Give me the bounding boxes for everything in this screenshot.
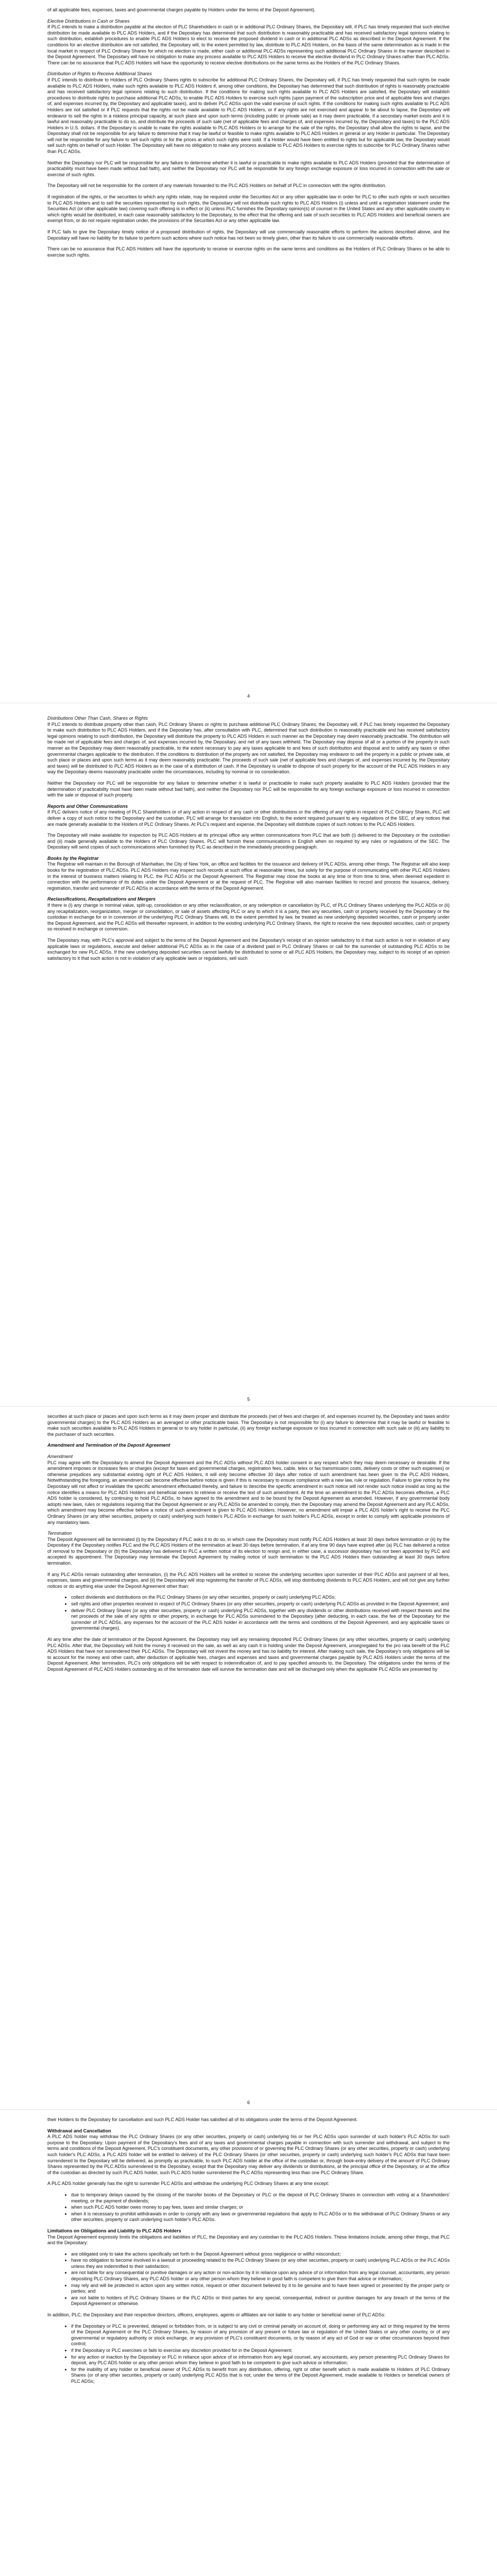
document-page (0, 1406, 497, 2110)
bullet-item: • may rely and will be protected in action upon any written notice, request or other document believed by it to be genuine and to have been signed or presented by the proper party or parties; and (71, 2283, 450, 2295)
bullet-item: • are not liable for any consequential or punitive damages or any action or non-action by it in reliance upon any advice of or information from any legal counsel, accountants, any person depositing PLC Ordinary Shares, any PLC ADS holder or any other person whom they believe in good faith is competent to give them that advice or information; (71, 2270, 450, 2282)
bullet-item: • when such PLC ADS holder owes money to pay fees, taxes and similar charges; or (71, 2205, 450, 2211)
paragraph: If there is (i) any change in nominal value, split-up, consolidation or any other reclassification, or any redemption or cancellation by PLC, of PLC Ordinary Shares underlying the PLC ADSs or (ii) any recapitalization, reorganization, merger or consolidation, or sale of assets affecting PLC or any to which it is a party, then any securities, cash or property received by the Depositary or the custodian in exchange for or in conversion of the underlying PLC Ordinary Shares will, to the extent permitted by law, be treated as new underlying deposited securities, cash or property under the Deposit Agreement, and the PLC ADSs will thereafter represent, in addition to the existing underlying PLC Ordinary Shares, the right to receive the new deposited securities, cash or property so received in exchange or conversion. (47, 903, 450, 932)
section-heading: Reports and Other Communications (47, 803, 128, 809)
paragraph: PLC may agree with the Depositary to amend the Deposit Agreement and the PLC ADSs without PLC ADS holder consent in any respect which they may deem necessary or desirable. If the amendment imposes or increases fees or charges (except for taxes and governmental charges, registration fees, cable, telex or fax transmission costs, delivery costs or other such expenses) or otherwise prejudices any substantial existing right of PLC ADS Holders, it will only become effective 30 days after notice of such amendment has been given to the PLC ADS Holders. Notwithstanding the foregoing, an amendment can become effective before notice is given if this is necessary to ensure compliance with a new law, rule or regulation. Failure to give notice by the Depositary will not affect or invalidate the specific amendment effectuated thereby, and failure to describe the specific amendment in such notice will not render such notice invalid as long as the notice identifies a means for PLC ADS Holders and beneficial owners to retrieve or receive the text of such amendment. At the time an amendment to the PLC ADSs becomes effective, a PLC ADS holder is considered, by continuing to hold PLC ADSs, to have agreed to the amendment and to be bound by the Deposit Agreement as amended. However, if any governmental body adopts new laws, rules or regulations requiring that the Deposit Agreement or any PLC ADSs be amended to comply, then the Depositary may amend the Deposit Agreement and any PLC ADSs, which amendment may become effective before a notice of such amendment is given to PLC ADS Holders. However, no amendment will impair a PLC ADS holder's right to receive the PLC Ordinary Shares (or any other securities, property or cash) underlying such holder's PLC ADSs in exchange for such holder's PLC ADSs, except in order to comply with applicable provisions of any mandatory laws. (47, 1460, 450, 1525)
bullet-list (47, 2324, 450, 2385)
bullet-item: • have no obligation to become involved in a lawsuit or proceeding related to the PLC Ordinary Shares (or any other securities, property or cash) underlying PLC ADSs or the PLC ADSs unless they are indemnified to their satisfaction; (71, 2258, 450, 2269)
paragraph: A PLC ADS holder may withdraw the PLC Ordinary Shares (or any other securities, property or cash) underlying his or her PLC ADSs upon surrender of such holder's PLC ADSs for such purpose to the Depositary. Upon payment of the Depositary's fees and of any taxes and governmental charges payable in connection with such surrender and withdrawal, and subject to the terms and conditions of the Deposit Agreement, PLC's constituent documents, any other provisions of or governing the PLC Ordinary Shares (or any other securities, property or cash) underlying such holder's PLC ADSs, a PLC ADS holder will be entitled to delivery of the PLC Ordinary Shares (or other securities, property or cash) underlying such holder's PLC ADSs that have been surrendered to the Depositary will be delivered, as promptly as practicable, to such PLC ADS holder at the office of the custodian or, through book-entry delivery of the amount of PLC Ordinary Shares represented by the PLC ADSs surrendered to the Depositary, except that the Depositary may deliver any dividends or distributions, at the principal office of the Depositary, or at the office of the custodian as directed by such PLC ADS holder, such PLC ADS holder surrendered the PLC ADSs representing less than one PLC Ordinary Share. (47, 2134, 450, 2175)
section-heading: Reclassifications, Recapitalizations and Mergers (47, 896, 156, 902)
section-heading: Amendment and Termination of the Deposit Agreement (47, 1443, 170, 1448)
paragraph: If any PLC ADSs remain outstanding after termination, (i) the PLC ADS Holders will be entitled to receive the underlying securities upon surrender of their PLC ADSs and payment of all fees, expenses, taxes and governmental charges, and (ii) the Depositary will stop registering the transfer of PLC ADSs, will stop distributing dividends to PLC ADS Holders, and will not give any further notices or do anything else under the Deposit Agreement other than: (47, 1571, 450, 1589)
paragraph: of all applicable fees, expenses, taxes and governmental charges payable by Holders under the terms of the Deposit Agreement). (47, 7, 316, 12)
paragraph: Neither the Depositary nor PLC will be responsible for any failure to determine whether it is lawful or practicable to make rights available to PLC ADS Holders (provided that the determination of practicability must have been made without bad faith), and neither the Depositary nor PLC will be responsible for any foreign exchange exposure or loss incurred in connection with the sale or exercise of such rights. (47, 160, 450, 177)
paragraph: There can be no assurance that PLC ADS Holders will have the opportunity to receive or exercise rights on the same terms and conditions as the Holders of PLC Ordinary Shares or be able to exercise such rights. (47, 246, 450, 258)
bullet-item: • for any action or inaction by the Depositary or PLC in reliance upon advice of or information from any legal counsel, any accountants, any person presenting PLC Ordinary Shares for deposit, any PLC ADS holder or any other person whom they believe in good faith to be competent to give such advice or information; (71, 2354, 450, 2366)
section-heading: Elective Distributions in Cash or Shares (47, 18, 130, 24)
paragraph: If PLC intends to make a distribution payable at the election of PLC Shareholders in cash or in additional PLC Ordinary Shares, the Depositary will, if PLC has timely requested that such elective distribution be made available to PLC ADS Holders, and if the Depositary has determined that such distribution is reasonably practicable and has received satisfactory legal opinions relating to such distribution, establish procedures to enable PLC ADS Holders to elect to receive the proposed dividend in cash or in additional PLC ADSs as described in the Deposit Agreement. If the conditions for an elective distribution are not satisfied, the Depositary will, to the extent permitted by law, distribute to PLC ADS Holders, on the basis of the same determination as is made in the local market in respect of PLC Ordinary Shares for which no election is made, either cash or additional PLC ADSs representing such additional PLC Ordinary Shares in the manner described in the Deposit Agreement. The Depositary will have no obligation to make any process available to PLC ADS Holders to receive the elective dividend in PLC Ordinary Shares rather than PLC ADSs. There can be no assurance that PLC ADS Holders will have the opportunity to receive elective distributions on the same terms as the Holders of the PLC Ordinary Shares. (47, 24, 450, 65)
paragraph: The Registrar will maintain in the Borough of Manhattan, the City of New York, an office and facilities for the issuance and delivery of PLC ADSs, among other things. The Registrar will also keep books for the registration of PLC ADSs. PLC ADS Holders may inspect such records at such office at reasonable times, but solely for the purpose of communicating with other PLC ADS Holders in the interest of business matters relating to PLC, the PLC ADSs or the Deposit Agreement. The Registrar may close the books at any time or from time to time, when deemed expedient in connection with the performance of its duties under the Deposit Agreement or at the request of PLC. The Registrar will also maintain facilities to record and process the issuance, delivery, registration, transfer and surrender of PLC ADSs in accordance with the terms of the Deposit Agreement. (47, 861, 450, 891)
page-number: 6 (247, 2100, 250, 2105)
paragraph: At any time after the date of termination of the Deposit Agreement, the Depositary may sell any remaining deposited PLC Ordinary Shares (or any other securities, property or cash) underlying PLC ADSs. After that, the Depositary will hold the money it received on the sale, as well as any cash it is holding under the Deposit Agreement, unsegregated for the pro rata benefit of the PLC ADS Holders that have not surrendered their PLC ADSs. The Depositary will not invest the money and has no liability for interest. After making such sale, the Depositary's only obligations will be to account for the money and other cash, after deduction of applicable fees, charges and expenses and taxes and governmental charges payable by PLC ADS Holders under the terms of the Deposit Agreement. After termination, PLC's only obligations will be with respect to indemnification of, and to pay specified amounts to, the Depositary. The obligations under the terms of the Deposit Agreement of PLC ADS Holders outstanding as of the termination date will survive the termination date and will be discharged only when the applicable PLC ADSs are presented by (47, 1637, 450, 1672)
paragraph: In addition, PLC, the Depositary and their respective directors, officers, employees, agents or affiliates are not liable to any holder or beneficial owner of PLC ADSs: (47, 2312, 386, 2318)
bullet-item: • are not liable to holders of PLC Ordinary Shares or the PLC ADSs or third parties for any special, consequential, indirect or punitive damages for any breach of the terms of the Deposit Agreement or otherwise. (71, 2295, 450, 2307)
page-number: 4 (247, 693, 250, 699)
paragraph: Neither the Depositary nor PLC will be responsible for any failure to determine whether it is lawful or practicable to make such property available to PLC ADS Holders (provided that the determination of practicability must have been made without bad faith), and neither the Depositary nor PLC will be responsible for any foreign exchange exposure or loss incurred in connection with the sale or disposal of such property. (47, 780, 450, 798)
section-heading: Amendment (47, 1453, 73, 1459)
bullet-item: • when it is necessary to prohibit withdrawals in order to comply with any laws or governmental regulations that apply to PLC ADSs or to the withdrawal of PLC Ordinary Shares or any other securities, property or cash underlying such holder's PLC ADSs. (71, 2211, 450, 2223)
bullet-item: • if the Depositary or PLC exercises or fails to exercise any discretion provided for in the Deposit Agreement; (71, 2348, 450, 2354)
document-page (0, 0, 497, 703)
bullet-list (47, 1595, 450, 1632)
bullet-item: • if the Depositary or PLC is prevented, delayed or forbidden from, or is subject to any civil or criminal penalty on account of, doing or performing any act or thing required by the terms of the Deposit Agreement or the PLC Ordinary Shares, by reason of any provision of any present or future law or regulation of the United States or any other country, or of any governmental or regulatory authority or stock exchange, or any provision of PLC's constituent documents, or by reason of any act of God or war or other circumstances beyond their control; (71, 2324, 450, 2347)
bullet-item: • deliver PLC Ordinary Shares (or any other securities, property or cash) underlying PLC ADSs, together with any dividends or other distributions received with respect thereto and the net proceeds of the sale of any rights or other property, in exchange for PLC ADSs surrendered to the Depositary (after deducting, in each case, the fee of the Depositary for the surrender of PLC ADSs, any expenses for the account of the PLC ADS holder in accordance with the terms and conditions of the Deposit Agreement, and any applicable taxes or governmental charges). (71, 1608, 450, 1632)
section-heading: Books by the Registrar (47, 855, 99, 861)
paragraph: If PLC delivers notice of any meeting of PLC Shareholders or of any action in respect of any cash or other distributions or the offering of any rights in respect of PLC Ordinary Shares, PLC will deliver a copy of such notice to the Depositary and the custodian. PLC will arrange for translation into English, to the extent required pursuant to any regulations of the SEC, of any notices that are made generally available to the Holders of PLC Ordinary Shares. At PLC's request and expense, the Depositary will distribute copies of such notices to the PLC ADS Holders. (47, 809, 450, 827)
paragraph: The Deposit Agreement will be terminated (i) by the Depositary if PLC asks it to do so, in which case the Depositary must notify PLC ADS Holders at least 30 days before termination or (ii) by the Depositary if the Depositary notifies PLC and the PLC ADS Holders of the termination at least 30 days before termination, if at any time 90 days have expired after (a) PLC has delivered a notice of removal to the Depositary or (b) the Depositary has delivered to PLC a written notice of its election to resign and, in either case, a successor depositary has not been appointed by PLC and accepted its appointment. The Depositary may terminate the Deposit Agreement by mailing notice of such termination to the PLC ADS Holders then outstanding at least 30 days before termination. (47, 1536, 450, 1566)
bullet-item: • are obligated only to take the actions specifically set forth in the Deposit Agreement without gross negligence or willful misconduct; (71, 2251, 450, 2258)
section-heading: Distributions Other Than Cash, Shares or Rights (47, 716, 148, 721)
section-heading: Limitations on Obligations and Liability to PLC ADS Holders (47, 2228, 181, 2233)
section-heading: Termination (47, 1531, 72, 1536)
bullet-item: • sell rights and other properties received in respect of PLC Ordinary Shares (or any other securities, property or cash) underlying PLC ADSs as provided in the Deposit Agreement; and (71, 1601, 450, 1607)
paragraph: securities at such place or places and upon such terms as it may deem proper and distribute the proceeds (net of fees and charges of, and expenses incurred by, the Depositary and taxes and/or governmental charges) to the PLC ADS Holders as an averaged or other practicable basis. The Depositary is not responsible for (i) any failure to determine that it may be lawful or feasible to make such securities available to PLC ADS Holders in general or to any holder in particular, (ii) any foreign exchange exposure or loss incurred in connection with such sale or (iii) any liability to the purchaser of such securities. (47, 1414, 450, 1437)
section-heading: Distribution of Rights to Receive Additional Shares (47, 71, 152, 77)
paragraph: The Depositary will not be responsible for the content of any materials forwarded to the PLC ADS Holders on behalf of PLC in connection with the rights distribution. (47, 183, 387, 189)
paragraph: If registration of the rights, or the securities to which any rights relate, may be required under the Securities Act or any other applicable law in order for PLC to offer such rights or such securities to PLC ADS Holders and to sell the securities represented by such rights, the Depositary will not distribute such rights to PLC ADS Holders (i) unless and until a registration statement under the Securities Act (or other applicable law) covering such offering is in effect or (ii) unless PLC furnishes the Depositary opinion(s) of counsel in the United States and any other applicable country in which rights would be distributed, in each case reasonably satisfactory to the Depositary, to the effect that the offering and sale of such securities to PLC ADS Holders and beneficial owners are exempt from, or do not require registration under, the provisions of the Securities Act or any other applicable law. (47, 194, 450, 224)
bullet-item: • due to temporary delays caused by the closing of the transfer books of the Depositary or PLC or the deposit of PLC Ordinary Shares in connection with voting at a Shareholders' meeting, or the payment of dividends; (71, 2192, 450, 2204)
paragraph: their Holders to the Depositary for cancellation and such PLC ADS Holder has satisfied all of its obligations under the terms of the Deposit Agreement. (47, 2117, 358, 2122)
page-number: 5 (247, 1397, 250, 1402)
paragraph: If PLC fails to give the Depositary timely notice of a proposed distribution of rights, the Depositary will use commercially reasonable efforts to perform the actions described above, and the Depositary will have no liability for its failure to perform such actions where such notice has not been so timely given, other than its failure to use commercially reasonable efforts. (47, 229, 450, 241)
paragraph: If PLC intends to distribute to Holders of PLC Ordinary Shares rights to subscribe for additional PLC Ordinary Shares, the Depositary will, if PLC has timely requested that such rights be made available to PLC ADS Holders, make such rights available to PLC ADS Holders if, among other conditions, the Depositary has determined that such distribution of rights is reasonably practicable and has received satisfactory legal opinions relating to such distribution. If the conditions for making such rights available to PLC ADS Holders are satisfied, the Depositary will establish procedures to distribute rights to purchase additional PLC ADSs, to enable PLC ADS Holders to exercise such rights (upon payment of the subscription price and of applicable fees and charges of, and expenses incurred by, the Depositary and applicable taxes), and to deliver PLC ADSs upon the valid exercise of such rights. If the conditions for making such rights available to PLC ADS Holders are not satisfied or if PLC requests that the rights not be made available to PLC ADS Holders, or if any rights are not exercised and appear to be about to lapse, the Depositary will endeavor to sell the rights in a riskless principal capacity, at such place and upon such terms (including public or private sale) as it may deem practicable, if a secondary market exists and it is lawful and reasonably practicable to do so, and distribute the proceeds of such sale (net of applicable fees and charges of, and expenses incurred by, the Depositary and taxes) to the PLC ADS Holders in U.S. dollars. If the Depositary is unable to make the rights available to PLC ADS Holders or to arrange for the sale of the rights, the Depositary shall allow the rights to lapse, and the Depositary shall not be responsible for any failure to determine that it may be lawful or feasible to make rights available to PLC ADS Holders in general or any Holder in particular. The Depositary will not be responsible for any failure to sell such rights or for the prices at which such rights were sold. If a Holder would have been entitled to rights but for applicable law, the Depositary would sell such rights on behalf of such Holder. The Depositary will have no obligation to make any process available to PLC ADS Holders to exercise rights to subscribe for PLC Ordinary Shares rather than PLC ADSs. (47, 77, 450, 155)
paragraph: If PLC intends to distribute property other than cash, PLC Ordinary Shares or rights to purchase additional PLC Ordinary Shares, the Depositary will, if PLC has timely requested the Depositary to make such distribution to PLC ADS Holders, and if the Depositary has, after consultation with PLC, determined that such distribution is reasonably practicable and has received satisfactory legal opinions relating to such distribution, the Depositary will distribute the property to PLC ADS Holders in such manner as the Depositary may deem reasonably practicable. The distribution will be made net of applicable fees and charges of, and expenses incurred by, the Depositary, and net of any taxes withheld. The Depositary may dispose of all or a portion of the property in such manner as the Depositary may deem reasonably practicable, to the extent necessary to pay any taxes applicable to and fees of such distribution and disposal and to satisfy any taxes or other governmental charges applicable to the distribution. If the conditions to distribution of the property are not satisfied, the Depositary may endeavor to sell the property in a public or private sale, at such place or places and upon such terms as it may deem reasonably practicable. The proceeds of such sale (net of applicable fees and charges of, and expenses incurred by, the Depositary and taxes) will be distributed to PLC ADS Holders as in the case of a distribution of cash. If the Depositary is unable to dispose of such property for the account of the PLC ADS Holders in any way the Depositary deems reasonably practicable under the circumstances, including by nominal or no consideration. (47, 721, 450, 775)
document-page (0, 703, 497, 1406)
paragraph: The Deposit Agreement expressly limits the obligations and liabilities of PLC, the Depositary and any custodian to the PLC ADS Holders. These limitations include, among other things, that PLC and the Depositary: (47, 2234, 450, 2246)
section-heading: Withdrawal and Cancellation (47, 2128, 111, 2133)
paragraph: The Depositary may, with PLC's approval and subject to the terms of the Deposit Agreement and the Depositary's receipt of an opinion satisfactory to it that such action is not in violation of any applicable laws or regulations, execute and deliver additional PLC ADSs as in the case of a dividend paid in PLC Ordinary Shares or call for the surrender of outstanding PLC ADSs to be exchanged for new PLC ADSs. If the new underlying deposited securities cannot lawfully be distributed to some or all PLC ADS Holders, the Depositary may, subject to its receipt of an opinion satisfactory to it that such action is not in violation of any applicable laws or regulations, sell such (47, 938, 450, 961)
document-page (0, 2110, 497, 2576)
bullet-item: • collect dividends and distributions on the PLC Ordinary Shares (or any other securities, property or cash) underlying PLC ADSs; (71, 1595, 450, 1601)
bullet-list (47, 2192, 450, 2223)
bullet-list (47, 2251, 450, 2307)
paragraph: A PLC ADS holder generally has the right to surrender PLC ADSs and withdraw the underlying PLC Ordinary Shares at any time except: (47, 2181, 329, 2187)
paragraph: The Depositary will make available for inspection by PLC ADS Holders at its principal office any written communications from PLC that are both (i) delivered to the Depositary or the custodian and (ii) made generally available to the Holders of PLC Ordinary Shares. PLC will furnish these communications in English when so required by any rules or regulations of the SEC. The Depositary will send copies of such communications when furnished by PLC as described in the immediately preceding paragraph. (47, 833, 450, 850)
bullet-item: • for the inability of any holder or beneficial owner of PLC ADSs to benefit from any distribution, offering, right or other benefit which is made available to Holders of PLC Ordinary Shares (or of any other securities, property or cash) underlying PLC ADSs that is not, under the terms of the Deposit Agreement, made available to Holders or beneficial owners of PLC ADSs; (71, 2367, 450, 2385)
